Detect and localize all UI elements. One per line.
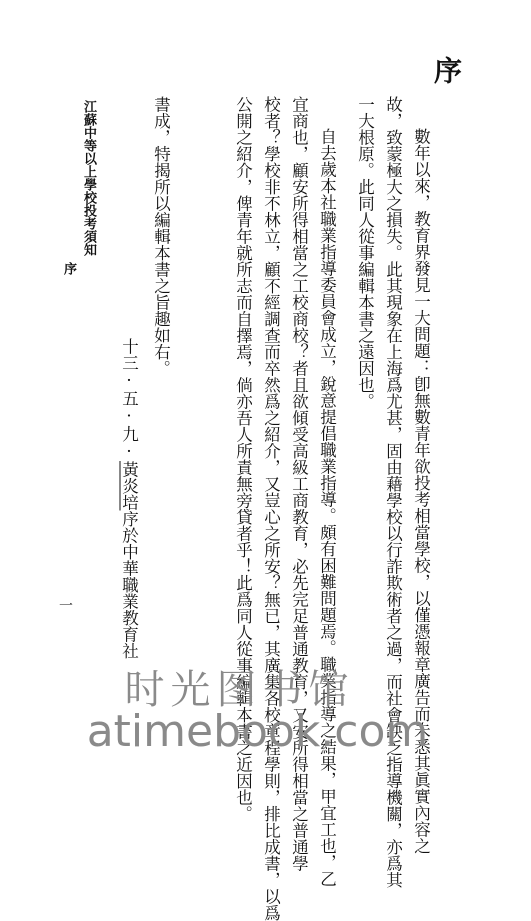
paragraph-line-5: 宜商也，顧安所得相當之工校商校？者且欲傾受高級工商教育，必先完足普通教育，又安所得相當之普通學 (289, 96, 309, 872)
page-number: 一 (57, 598, 73, 612)
signature-suffix: 序於中華職業教育社 (119, 510, 139, 659)
closing-line: 書成，特揭所以編輯本書之旨趣如右。 (151, 96, 171, 377)
margin-section-label: 序 (61, 262, 76, 275)
signature-date: 十三·五·九· (119, 338, 139, 461)
preface-title: 序 (430, 56, 463, 84)
watermark-chinese: 时光图书馆 (124, 667, 355, 713)
paragraph-line-4: 自去歲本社職業指導委員會成立，銳意提倡職業指導。頗有困難問題焉。職業指導之結果，甲宜工也，乙 (317, 128, 337, 887)
paragraph-line-3: 一大根原。此同人從事編輯本書之遠因也。 (355, 96, 375, 410)
paragraph-line-1: 數年以來，教育界發見一大問題：卽無數青年欲投考相當學校，以僅憑報章廣告而未悉其眞實內容之 (411, 128, 431, 854)
paragraph-line-6: 校者？學校非不林立，顧不經調查而卒然爲之紹介，又豈心之所安？無已，其廣集各校章程學則，排比成書，以爲 (261, 96, 281, 921)
paragraph-line-7: 公開之紹介，俾青年就所志而自擇焉，倘亦吾人所責無旁貸者乎！此爲同人從事編輯本書之近因也。 (233, 96, 253, 822)
paragraph-line-2: 故，致蒙極大之損失。此其現象在上海爲尤甚，固由藉學校以行詐欺術者之過，而社會缺乏指導機關，亦爲其 (383, 96, 403, 888)
watermark-url: atimebook.com (86, 706, 429, 757)
signature (120, 338, 137, 659)
signature-author: 黃炎培 (119, 461, 139, 511)
margin-book-title: 江蘇中等以上學校投考須知 (81, 100, 96, 256)
